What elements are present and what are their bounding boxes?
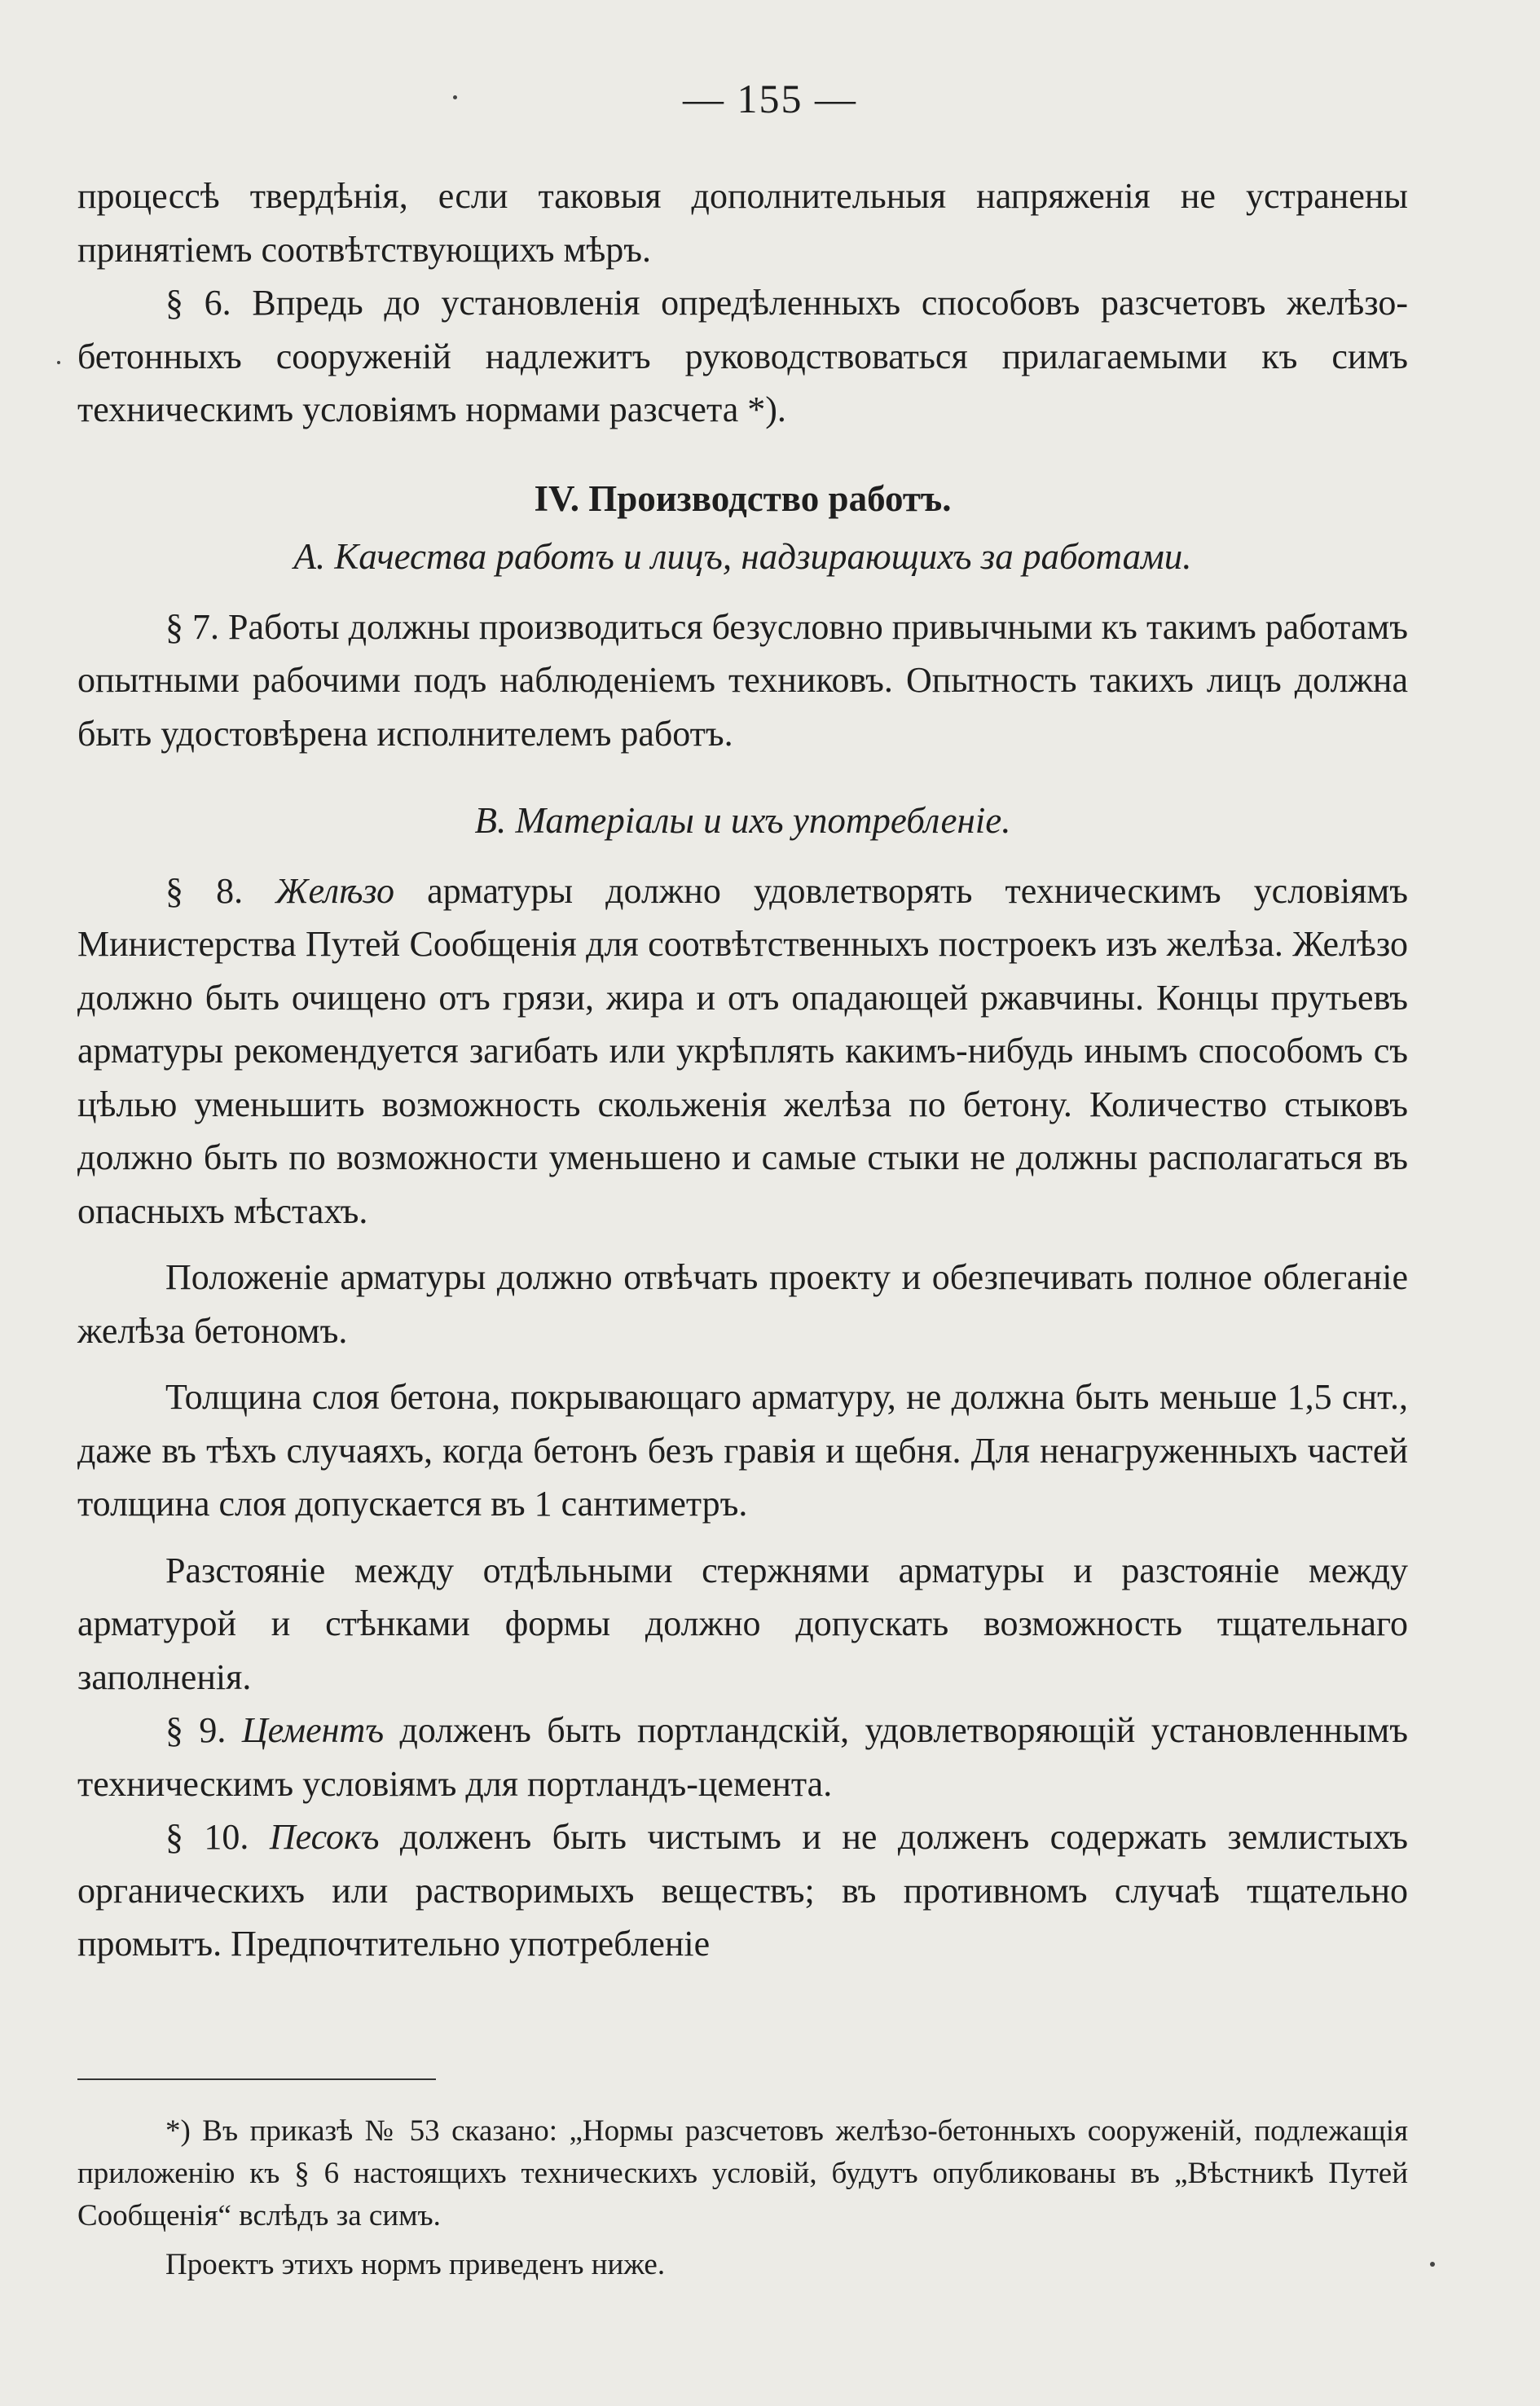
section-9-term: Цементъ	[241, 1710, 385, 1750]
footnote-divider	[77, 2078, 436, 2080]
scan-speck	[57, 361, 60, 364]
section-10-term: Песокъ	[269, 1817, 380, 1857]
paragraph-section-8	[77, 864, 1408, 1238]
scan-speck	[1430, 2262, 1435, 2267]
paragraph-concrete-thickness: Толщина слоя бетона, покрывающаго арматуру, не должна быть меньше 1,5 снт., даже въ тѣхъ случаяхъ, когда бетонъ безъ гравія и щебня. Для ненагруженныхъ частей толщина слоя допускается въ 1 сантиметръ.	[77, 1377, 1408, 1524]
main-text	[77, 169, 1408, 1971]
footnote	[77, 2110, 1408, 2286]
paragraph-bar-spacing: Разстояніе между отдѣльными стержнями арматуры и разстояніе между арматурой и стѣнками формы должно допускать возможность тщательнаго заполненія.	[77, 1550, 1408, 1697]
paragraph-reinforcement-position: Положеніе арматуры должно отвѣчать проекту и обезпечивать полное облеганіе желѣза бетономъ.	[77, 1257, 1408, 1351]
section-10-number: § 10.	[165, 1817, 270, 1857]
scan-speck	[453, 95, 457, 99]
footnote-note: Проектъ этихъ нормъ приведенъ ниже.	[165, 2248, 666, 2281]
footnote-text: *) Въ приказѣ № 53 сказано: „Нормы разсчетовъ желѣзо-бетонныхъ сооруженій, подлежащія приложенію къ § 6 настоящихъ техническихъ условій, будутъ опубликованы въ „Вѣстникѣ Путей Сообщенія“ вслѣдъ за симъ.	[77, 2114, 1408, 2232]
paragraph-continuation: процессѣ твердѣнія, если таковыя дополнительныя напряженія не устранены принятіемъ соотвѣтствующихъ мѣръ.	[77, 176, 1408, 270]
subheading-b: В. Матеріалы и ихъ употребленіе.	[474, 800, 1011, 841]
section-9-text: долженъ быть портландскій, удовлетворяющій установленнымъ техническимъ условіямъ для портландъ-цемента.	[77, 1710, 1409, 1804]
paragraph-section-9	[77, 1704, 1408, 1810]
section-8-text: арматуры должно удовлетворять техническимъ условіямъ Министерства Путей Сообщенія для соотвѣтственныхъ построекъ изъ желѣза. Желѣзо должно быть очищено отъ грязи, жира и отъ опадающей ржавчины. Концы прутьевъ арматуры рекомендуется загибать или укрѣплять какимъ-нибудь инымъ способомъ съ цѣлью уменьшить возможность скольженія желѣза по бетону. Количество стыковъ должно быть по возможности уменьшено и самые стыки не должны располагаться въ опасныхъ мѣстахъ.	[77, 870, 1408, 1231]
paragraph-section-6: § 6. Впредь до установленія опредѣленныхъ способовъ разсчетовъ желѣзо-бетонныхъ сооруженій надлежитъ руководствоваться прилагаемыми къ симъ техническимъ условіямъ нормами разсчета *).	[77, 283, 1408, 429]
section-heading: IV. Производство работъ.	[534, 477, 952, 519]
paragraph-section-10	[77, 1810, 1408, 1971]
section-8-term: Желѣзо	[275, 870, 394, 911]
subheading-a: А. Качества работъ и лицъ, надзирающихъ за работами.	[293, 536, 1192, 577]
paragraph-section-7: § 7. Работы должны производиться безусловно привычными къ такимъ работамъ опытными рабочими подъ наблюденіемъ техниковъ. Опытность такихъ лицъ должна быть удостовѣрена исполнителемъ работъ.	[77, 606, 1408, 754]
section-8-number: § 8.	[165, 870, 276, 911]
section-9-number: § 9.	[165, 1710, 242, 1750]
section-10-text: долженъ быть чистымъ и не долженъ содержать землистыхъ органическихъ или растворимыхъ веществъ; въ противномъ случаѣ тщательно промытъ. Предпочтительно употребленіе	[77, 1817, 1408, 1964]
page-number: — 155 —	[683, 76, 857, 121]
